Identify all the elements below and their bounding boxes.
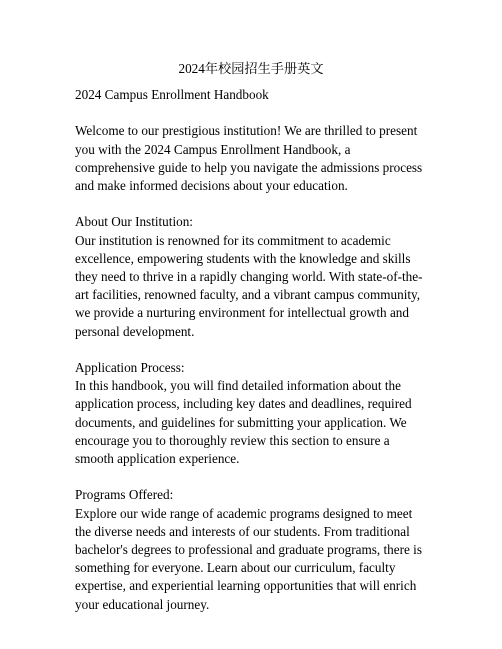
section-line: In this handbook, you will find detailed information about the [75,378,401,394]
intro-line: comprehensive guide to help you navigate the admissions process [75,159,423,175]
paragraph-gap [75,104,427,122]
section-line: personal development. [75,323,195,339]
paragraph-gap [75,468,427,486]
section-line: bachelor's degrees to professional and graduate programs, there is [75,542,422,558]
intro-line: you with the 2024 Campus Enrollment Handbook, a [75,141,351,157]
section-programs [75,486,427,613]
section-line: the diverse needs and interests of our students. From traditional [75,523,410,539]
section-line: expertise, and experiential learning opportunities that will enrich [75,578,417,594]
section-line: Explore our wide range of academic programs designed to meet [75,505,413,521]
intro-line: Welcome to our prestigious institution! We are thrilled to present [75,123,418,139]
intro-paragraph [75,122,427,195]
section-heading: About Our Institution: [75,214,193,230]
document-title: 2024年校园招生手册英文 [178,61,324,76]
section-application [75,359,427,468]
section-line: application process, including key dates and deadlines, required [75,396,412,412]
section-line: Our institution is renowned for its commitment to academic [75,232,391,248]
section-line: something for everyone. Learn about our curriculum, faculty [75,560,396,576]
section-line: excellence, empowering students with the knowledge and skills [75,250,411,266]
intro-line: and make informed decisions about your education. [75,178,348,193]
section-line: we provide a nurturing environment for intellectual growth and [75,305,409,321]
section-line: documents, and guidelines for submitting your application. We [75,414,407,430]
paragraph-gap [75,195,427,213]
section-line: your educational journey. [75,596,210,612]
section-line: they need to thrive in a rapidly changing world. With state-of-the- [75,269,423,284]
section-line: art facilities, renowned faculty, and a vibrant campus community, [75,287,421,303]
section-line: encourage you to thoroughly review this section to ensure a [75,432,390,448]
section-line: smooth application experience. [75,451,240,467]
paragraph-gap [75,341,427,359]
section-about [75,213,427,340]
document-subtitle: 2024 Campus Enrollment Handbook [75,87,269,102]
section-heading: Programs Offered: [75,487,174,503]
document-body [75,86,427,614]
section-heading: Application Process: [75,360,185,375]
